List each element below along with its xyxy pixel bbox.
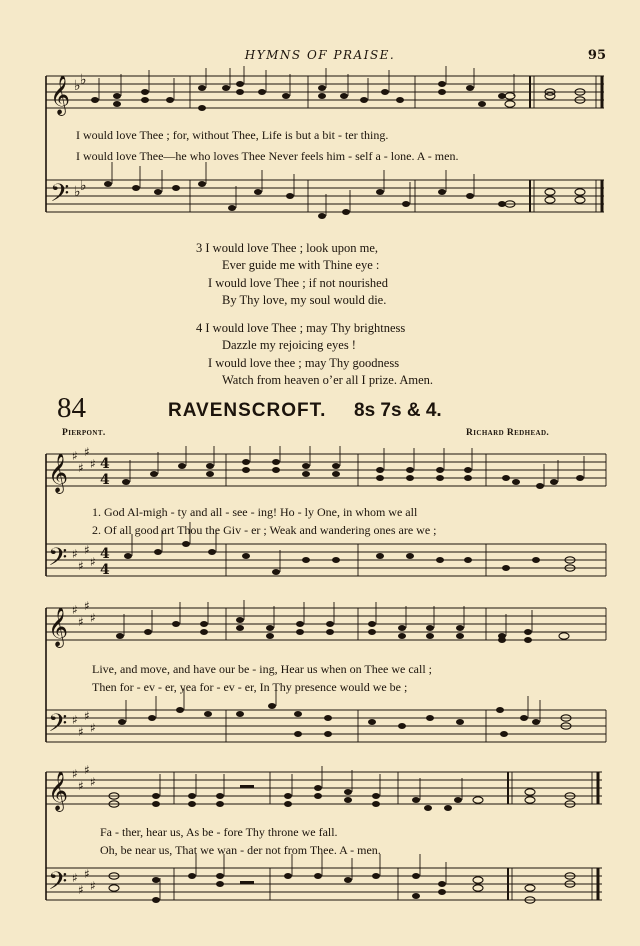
music-credit: Richard Redhead. bbox=[466, 428, 550, 438]
svg-text:♭: ♭ bbox=[74, 184, 81, 200]
verse-line: By Thy love, my soul would die. bbox=[222, 293, 387, 307]
hymn-system-2-lyric-line-2: Then for - ev - er, yea for - ev - er, In Thy presence would we be ; bbox=[92, 680, 408, 694]
svg-text:♭: ♭ bbox=[80, 72, 87, 88]
svg-text:♯: ♯ bbox=[84, 446, 90, 459]
svg-text:𝄞: 𝄞 bbox=[48, 607, 69, 647]
prev-hymn-lyric-line-2: I would love Thee—he who loves Thee Never feels him - self a - lone. A - men. bbox=[76, 149, 459, 163]
svg-text:♯: ♯ bbox=[84, 764, 90, 777]
svg-text:♯: ♯ bbox=[72, 603, 78, 617]
svg-text:♯: ♯ bbox=[78, 779, 84, 793]
verse-line: Watch from heaven o’er all I prize. Amen. bbox=[222, 373, 434, 387]
svg-text:♯: ♯ bbox=[72, 713, 78, 727]
svg-text:♯: ♯ bbox=[78, 461, 84, 475]
svg-text:♯: ♯ bbox=[84, 709, 90, 723]
svg-text:♯: ♯ bbox=[90, 457, 96, 471]
running-title: HYMNS OF PRAISE. bbox=[244, 48, 396, 62]
verse-line: I would love Thee ; if not nourished bbox=[208, 276, 388, 290]
verse-line: I would love thee ; may Thy goodness bbox=[208, 356, 400, 370]
verse-line: 4 I would love Thee ; may Thy brightness bbox=[196, 321, 406, 335]
hymn-meter: 8s 7s & 4. bbox=[354, 400, 442, 421]
svg-text:♯: ♯ bbox=[78, 883, 84, 897]
words-credit: Pierpont. bbox=[62, 428, 106, 438]
hymn-title: RAVENSCROFT. bbox=[168, 400, 327, 421]
svg-text:♯: ♯ bbox=[78, 615, 84, 629]
hymn-system-3-lyric-line-2: Oh, be near us, That we wan - der not from Thee. A - men. bbox=[100, 843, 381, 857]
svg-text:♯: ♯ bbox=[90, 775, 96, 789]
svg-text:4: 4 bbox=[100, 546, 110, 562]
svg-text:♭: ♭ bbox=[74, 78, 81, 94]
hymn-system-3-lyric-line-1: Fa - ther, hear us, As be - fore Thy throne we fall. bbox=[100, 825, 338, 839]
verse-line: Dazzle my rejoicing eyes ! bbox=[222, 338, 356, 352]
svg-text:♭: ♭ bbox=[80, 178, 87, 194]
page-number: 95 bbox=[587, 48, 606, 63]
svg-text:♯: ♯ bbox=[90, 721, 96, 735]
svg-text:♯: ♯ bbox=[90, 611, 96, 625]
hymn-system-2-lyric-line-1: Live, and move, and have our be - ing, Hear us when on Thee we call ; bbox=[92, 662, 432, 676]
prev-hymn-lyric-line-1: I would love Thee ; for, without Thee, Life is but a bit - ter thing. bbox=[76, 128, 389, 142]
svg-text:4: 4 bbox=[100, 456, 110, 472]
svg-text:♯: ♯ bbox=[84, 867, 90, 881]
svg-text:♯: ♯ bbox=[72, 547, 78, 561]
svg-text:♯: ♯ bbox=[90, 879, 96, 893]
svg-text:♯: ♯ bbox=[84, 600, 90, 613]
svg-text:4: 4 bbox=[100, 472, 110, 488]
svg-text:♯: ♯ bbox=[72, 449, 78, 463]
svg-text:♯: ♯ bbox=[90, 555, 96, 569]
svg-text:𝄢: 𝄢 bbox=[48, 867, 68, 902]
svg-text:𝄞: 𝄞 bbox=[48, 771, 69, 811]
verse-line: 3 I would love Thee ; look upon me, bbox=[196, 241, 379, 255]
svg-text:𝄞: 𝄞 bbox=[48, 453, 69, 493]
svg-text:𝄢: 𝄢 bbox=[48, 543, 68, 578]
hymn-number: 84 bbox=[57, 392, 86, 424]
svg-text:4: 4 bbox=[100, 562, 110, 578]
svg-text:𝄢: 𝄢 bbox=[50, 179, 70, 214]
svg-text:♯: ♯ bbox=[72, 871, 78, 885]
hymn-system-1-lyric-line-2: 2. Of all good art Thou the Giv - er ; Weak and wandering ones are we ; bbox=[92, 523, 437, 537]
hymn-system-1-lyric-line-1: 1. God Al-migh - ty and all - see - ing! Ho - ly One, in whom we all bbox=[92, 505, 418, 519]
svg-text:♯: ♯ bbox=[84, 543, 90, 557]
svg-text:𝄞: 𝄞 bbox=[50, 75, 71, 115]
verse-line: Ever guide me with Thine eye : bbox=[222, 258, 380, 272]
svg-text:♯: ♯ bbox=[78, 725, 84, 739]
svg-text:𝄢: 𝄢 bbox=[48, 709, 68, 744]
svg-text:♯: ♯ bbox=[72, 767, 78, 781]
svg-text:♯: ♯ bbox=[78, 559, 84, 573]
